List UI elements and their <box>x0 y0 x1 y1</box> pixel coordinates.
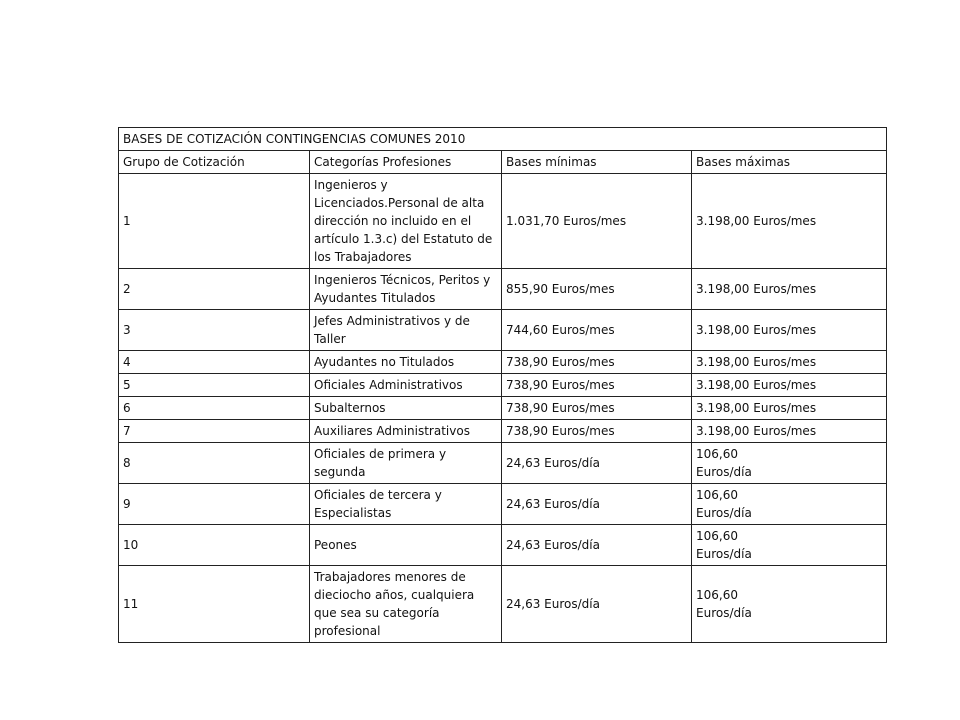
cell-max-base: 3.198,00 Euros/mes <box>692 420 887 443</box>
cell-max-base: 3.198,00 Euros/mes <box>692 351 887 374</box>
cell-max-base <box>692 484 887 525</box>
max-amount: 106,60 <box>696 529 738 543</box>
cell-max-base <box>692 443 887 484</box>
cell-min-base: 738,90 Euros/mes <box>502 397 692 420</box>
cell-category: Trabajadores menores de dieciocho años, cualquiera que sea su categoría profesional <box>310 566 502 643</box>
cell-max-base: 3.198,00 Euros/mes <box>692 374 887 397</box>
table-row <box>119 484 887 525</box>
cell-max-base <box>692 525 887 566</box>
header-group: Grupo de Cotización <box>119 151 310 174</box>
cell-min-base: 24,63 Euros/día <box>502 525 692 566</box>
cell-min-base: 738,90 Euros/mes <box>502 351 692 374</box>
cell-category: Subalternos <box>310 397 502 420</box>
header-min-base: Bases mínimas <box>502 151 692 174</box>
table-row <box>119 174 887 269</box>
cell-category: Oficiales Administrativos <box>310 374 502 397</box>
cell-min-base: 855,90 Euros/mes <box>502 269 692 310</box>
cell-min-base: 24,63 Euros/día <box>502 566 692 643</box>
max-unit: Euros/día <box>696 465 752 479</box>
cell-group: 7 <box>119 420 310 443</box>
cell-group: 1 <box>119 174 310 269</box>
max-unit: Euros/día <box>696 606 752 620</box>
cell-category: Jefes Administrativos y de Taller <box>310 310 502 351</box>
cell-min-base: 738,90 Euros/mes <box>502 420 692 443</box>
header-max-base: Bases máximas <box>692 151 887 174</box>
max-unit: Euros/día <box>696 547 752 561</box>
cell-group: 4 <box>119 351 310 374</box>
cell-max-base: 3.198,00 Euros/mes <box>692 174 887 269</box>
cell-category: Ingenieros y Licenciados.Personal de alta dirección no incluido en el artículo 1.3.c) del Estatuto de los Trabajadores <box>310 174 502 269</box>
cell-group: 10 <box>119 525 310 566</box>
cell-min-base: 738,90 Euros/mes <box>502 374 692 397</box>
table-row <box>119 269 887 310</box>
table-row <box>119 310 887 351</box>
cell-max-base: 3.198,00 Euros/mes <box>692 269 887 310</box>
cell-group: 2 <box>119 269 310 310</box>
cell-max-base <box>692 566 887 643</box>
table-row <box>119 525 887 566</box>
cell-category: Ingenieros Técnicos, Peritos y Ayudantes Titulados <box>310 269 502 310</box>
max-amount: 106,60 <box>696 447 738 461</box>
cell-group: 8 <box>119 443 310 484</box>
cell-max-base: 3.198,00 Euros/mes <box>692 397 887 420</box>
cell-group: 3 <box>119 310 310 351</box>
max-amount: 106,60 <box>696 588 738 602</box>
cell-category: Auxiliares Administrativos <box>310 420 502 443</box>
cell-group: 5 <box>119 374 310 397</box>
table-title: BASES DE COTIZACIÓN CONTINGENCIAS COMUNES 2010 <box>119 128 887 151</box>
table-row <box>119 374 887 397</box>
header-category: Categorías Profesiones <box>310 151 502 174</box>
cell-min-base: 1.031,70 Euros/mes <box>502 174 692 269</box>
cell-category: Peones <box>310 525 502 566</box>
table-row <box>119 566 887 643</box>
cell-group: 6 <box>119 397 310 420</box>
table-row <box>119 443 887 484</box>
cell-category: Ayudantes no Titulados <box>310 351 502 374</box>
cell-group: 11 <box>119 566 310 643</box>
table-title-row <box>119 128 887 151</box>
cell-category: Oficiales de tercera y Especialistas <box>310 484 502 525</box>
cell-min-base: 744,60 Euros/mes <box>502 310 692 351</box>
table-header-row <box>119 151 887 174</box>
cell-group: 9 <box>119 484 310 525</box>
cell-min-base: 24,63 Euros/día <box>502 484 692 525</box>
table-row <box>119 397 887 420</box>
max-unit: Euros/día <box>696 506 752 520</box>
max-amount: 106,60 <box>696 488 738 502</box>
table-row <box>119 351 887 374</box>
table-row <box>119 420 887 443</box>
cell-min-base: 24,63 Euros/día <box>502 443 692 484</box>
cell-category: Oficiales de primera y segunda <box>310 443 502 484</box>
contribution-bases-table <box>118 127 887 643</box>
cell-max-base: 3.198,00 Euros/mes <box>692 310 887 351</box>
